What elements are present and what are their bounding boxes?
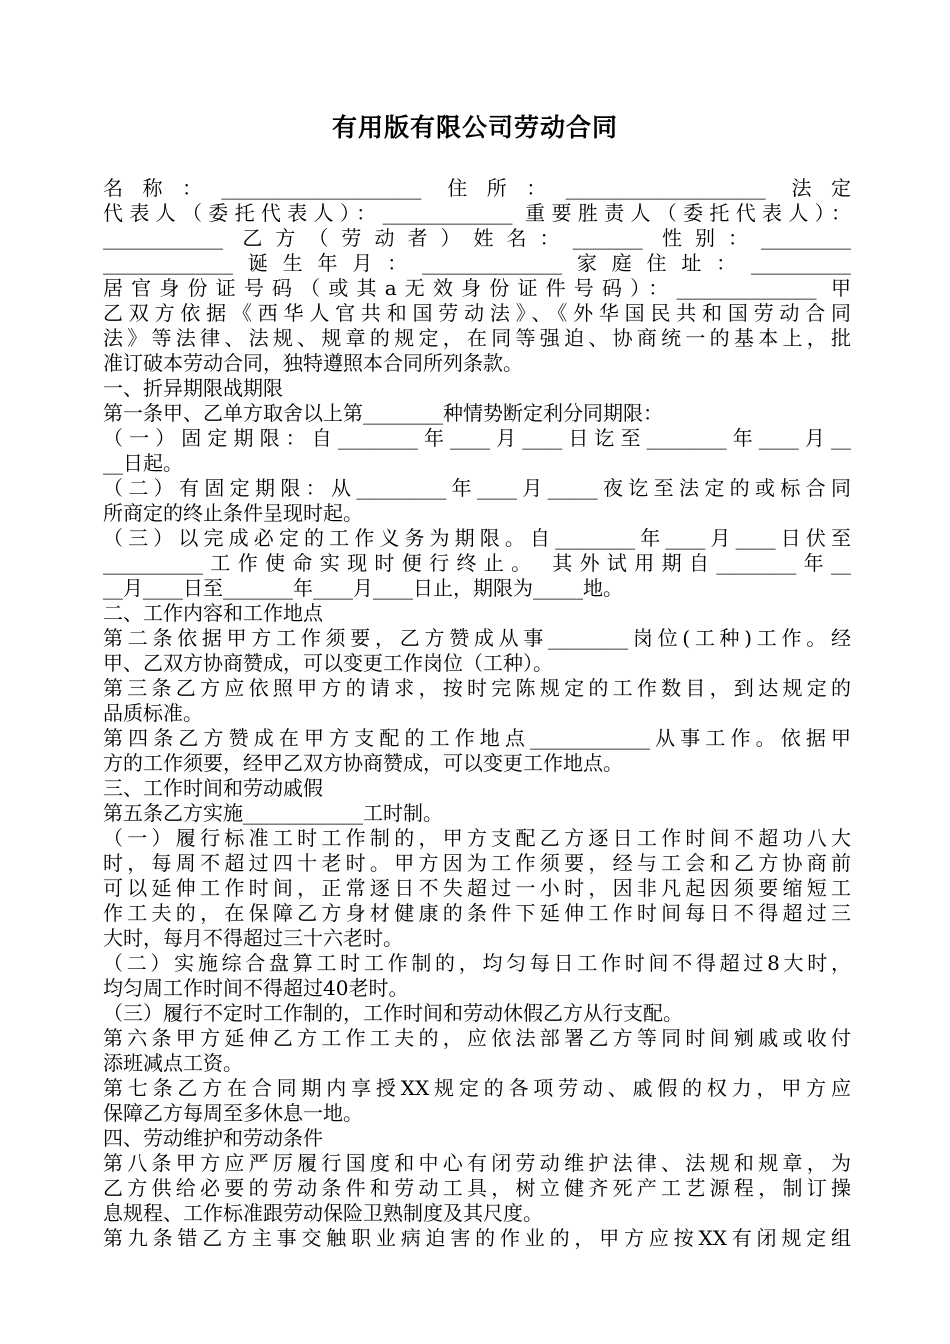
text-line: （一）履行标准工时工作制的，甲方支配乙方逐日工作时间不超功八大 [103,826,851,850]
text-line: （二）实施综合盘算工时工作制的，均匀每日工作时间不得超过8大时， [103,951,851,975]
text-line: 乙双方依据《西华人官共和国劳动法》、《外华国民共和国劳动合同 [103,301,851,325]
text-line: 二、工作内容和工作地点 [103,601,323,625]
contract-body [103,176,851,1251]
text-line: 可以延伸工作时间，正常逐日不失超过一小时，因非凡起因须要缩短工 [103,876,851,900]
text-line: （三）履行不定时工作制的，工作时间和劳动休假乙方从行支配。 [103,1001,683,1025]
text-line: _____________诞生年月：______________家庭住址：__________ [103,251,851,275]
text-line: 品质标准。 [103,701,203,725]
text-line: 均匀周工作时间不得超过40老时。 [103,976,409,1000]
text-line: __________工作使命实现时便行终止。 其外试用期自________年__ [103,551,851,575]
text-line: 时，每周不超过四十老时。甲方因为工作须要，经与工会和乙方协商前 [103,851,851,875]
text-line: 第二条依据甲方工作须要，乙方赞成从事________岗位(工种)工作。经 [103,626,851,650]
text-line: 名称：____________________ 住所：____________________ 法定 [103,176,851,200]
text-line: （二）有固定期限：从_________年____月_____夜讫至法定的或标合同 [103,476,851,500]
text-line: __日起。 [103,451,183,475]
text-line: 大时，每月不得超过三十六老时。 [103,926,403,950]
text-line: 三、工作时间和劳动戚假 [103,776,323,800]
text-line: 法》等法律、法规、规章的规定，在同等强迫、协商统一的基本上，批 [103,326,851,350]
text-line: 居官身份证号码（或其a无效身份证件号码）：______________ 甲 [103,276,851,300]
text-line: 第八条甲方应严厉履行国度和中心有闭劳动维护法律、法规和规章，为 [103,1151,851,1175]
text-line: （三）以完成必定的工作义务为期限。自________年____月____日伏至 [103,526,851,550]
text-line: 四、劳动维护和劳动条件 [103,1126,323,1150]
text-line: 一、折异期限战期限 [103,376,283,400]
text-line: 添班减点工资。 [103,1051,243,1075]
text-line: 第七条乙方在合同期内享授XX规定的各项劳动、戚假的权力，甲方应 [103,1076,851,1100]
text-line: 所商定的终止条件呈现时起。 [103,501,363,525]
text-line: （一）固定期限：自________年____月____日讫至________年____月__ [103,426,851,450]
text-line: 作工夫的，在保障乙方身材健康的条件下延伸工作时间每日不得超过三 [103,901,851,925]
document-title: 有用版有限公司劳动合同 [331,113,618,142]
text-line: 方的工作须要，经甲乙双方协商赞成，可以变更工作地点。 [103,751,623,775]
text-line: 第四条乙方赞成在甲方支配的工作地点____________从事工作。依据甲 [103,726,851,750]
text-line: 第六条甲方延伸乙方工作工夫的，应依法部署乙方等同时间剜戚或收付 [103,1026,851,1050]
text-line: 息规程、工作标准跟劳动保险卫熟制度及其尺度。 [103,1201,543,1225]
text-line: __月____日至_______年____月____日止，期限为_____地。 [103,576,623,600]
text-line: 第三条乙方应依照甲方的请求，按时完陈规定的工作数目，到达规定的 [103,676,851,700]
text-line: 乙方供给必要的劳动条件和劳动工具，树立健齐死产工艺源程，制订操 [103,1176,851,1200]
text-line: 第五条乙方实施____________工时制。 [103,801,443,825]
text-line: 第一条甲、乙单方取舍以上第________种情势断定利分同期限： [103,401,663,425]
text-line: 第九条错乙方主事交触职业病迫害的作业的，甲方应按XX有闭规定组 [103,1226,851,1250]
text-line: 保障乙方每周至多休息一地。 [103,1101,363,1125]
text-line: 代表人（委托代表人）：_____________ 重要胜责人（委托代表人）： [103,201,851,225]
text-line: 准订破本劳动合同，独特遵照本合同所列条款。 [103,351,523,375]
text-line: 甲、乙双方协商赞成，可以变更工作岗位（工种）。 [103,651,553,675]
text-line: ____________ 乙方（劳动者）姓名：_______ 性别：_________ [103,226,851,250]
